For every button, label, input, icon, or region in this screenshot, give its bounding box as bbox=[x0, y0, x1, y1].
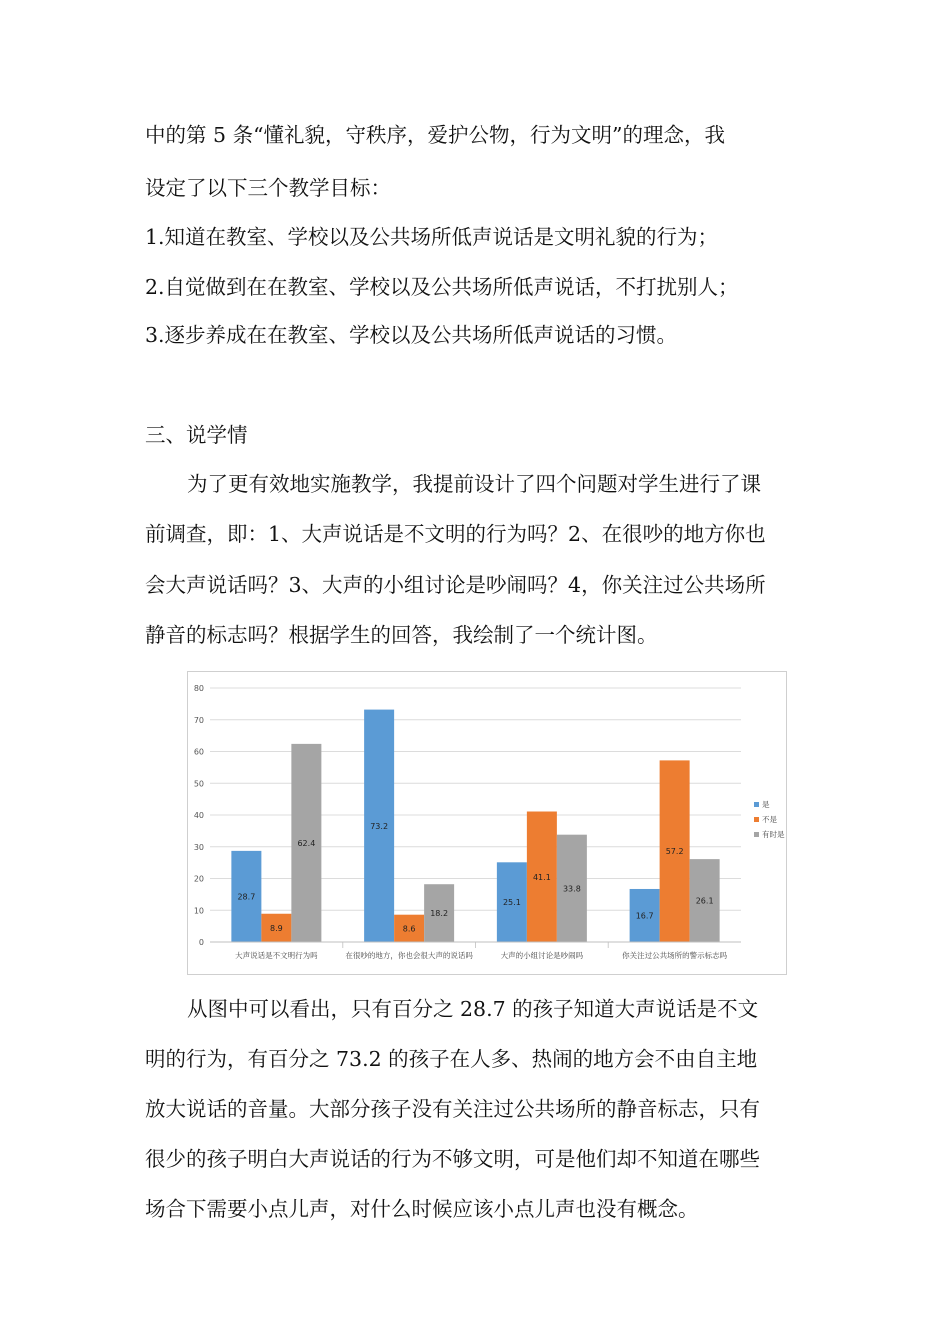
y-tick-label: 20 bbox=[193, 874, 204, 884]
x-category-label: 在很吵的地方，你也会很大声的说话吗 bbox=[345, 951, 473, 960]
paragraph-line: 静音的标志吗？根据学生的回答，我绘制了一个统计图。 bbox=[145, 623, 658, 647]
legend-swatch bbox=[754, 832, 759, 837]
paragraph-line: 很少的孩子明白大声说话的行为不够文明，可是他们却不知道在哪些 bbox=[145, 1147, 760, 1171]
data-label: 8.9 bbox=[270, 923, 283, 933]
legend-swatch bbox=[754, 802, 759, 807]
legend-label: 是 bbox=[762, 800, 770, 809]
y-tick-label: 40 bbox=[193, 811, 204, 820]
legend-swatch bbox=[754, 817, 759, 822]
paragraph-line: 会大声说话吗？3、大声的小组讨论是吵闹吗？4，你关注过公共场所 bbox=[145, 573, 766, 597]
data-label: 8.6 bbox=[402, 924, 416, 934]
y-tick-label: 10 bbox=[193, 906, 204, 916]
data-label: 16.7 bbox=[635, 911, 654, 921]
x-category-label: 大声的小组讨论是吵闹吗 bbox=[500, 951, 584, 960]
paragraph-line: 为了更有效地实施教学，我提前设计了四个问题对学生进行了课 bbox=[187, 472, 761, 496]
section-heading: 三、说学情 bbox=[145, 423, 248, 447]
data-label: 33.8 bbox=[562, 884, 581, 894]
paragraph-line: 设定了以下三个教学目标： bbox=[145, 176, 391, 200]
data-label: 26.1 bbox=[695, 896, 714, 906]
data-label: 62.4 bbox=[297, 838, 316, 848]
y-tick-label: 60 bbox=[193, 747, 204, 757]
data-label: 41.1 bbox=[532, 872, 551, 882]
chart-svg bbox=[188, 672, 786, 974]
paragraph-line: 明的行为，有百分之 73.2 的孩子在人多、热闹的地方会不由自主地 bbox=[145, 1047, 758, 1071]
goal-item-3: 3.逐步养成在在教室、学校以及公共场所低声说话的习惯。 bbox=[145, 323, 678, 347]
paragraph-line: 从图中可以看出，只有百分之 28.7 的孩子知道大声说话是不文 bbox=[187, 997, 759, 1021]
x-category-label: 你关注过公共场所的警示标志吗 bbox=[622, 951, 728, 960]
paragraph-line: 场合下需要小点儿声，对什么时候应该小点儿声也没有概念。 bbox=[145, 1197, 699, 1221]
data-label: 28.7 bbox=[237, 892, 256, 902]
y-tick-label: 70 bbox=[193, 715, 204, 725]
paragraph-line: 中的第 5 条“懂礼貌，守秩序，爱护公物，行为文明”的理念，我 bbox=[145, 123, 726, 147]
x-category-label: 大声说话是不文明行为吗 bbox=[235, 951, 318, 960]
goal-item-2: 2.自觉做到在在教室、学校以及公共场所低声说话，不打扰别人； bbox=[145, 275, 739, 299]
data-label: 25.1 bbox=[502, 898, 521, 908]
data-label: 73.2 bbox=[370, 821, 389, 831]
paragraph-line: 放大说话的音量。大部分孩子没有关注过公共场所的静音标志，只有 bbox=[145, 1097, 760, 1121]
y-tick-label: 80 bbox=[193, 684, 204, 693]
legend-label: 不是 bbox=[762, 815, 777, 824]
goal-item-1: 1.知道在教室、学校以及公共场所低声说话是文明礼貌的行为； bbox=[145, 225, 719, 249]
y-tick-label: 50 bbox=[193, 779, 204, 789]
data-label: 18.2 bbox=[430, 909, 449, 919]
bar-chart bbox=[187, 671, 787, 975]
legend-label: 有时是 bbox=[762, 830, 785, 839]
y-tick-label: 0 bbox=[198, 938, 204, 947]
y-tick-label: 30 bbox=[193, 842, 204, 852]
data-label: 57.2 bbox=[665, 847, 684, 857]
paragraph-line: 前调查，即：1、大声说话是不文明的行为吗？2、在很吵的地方你也 bbox=[145, 522, 766, 546]
